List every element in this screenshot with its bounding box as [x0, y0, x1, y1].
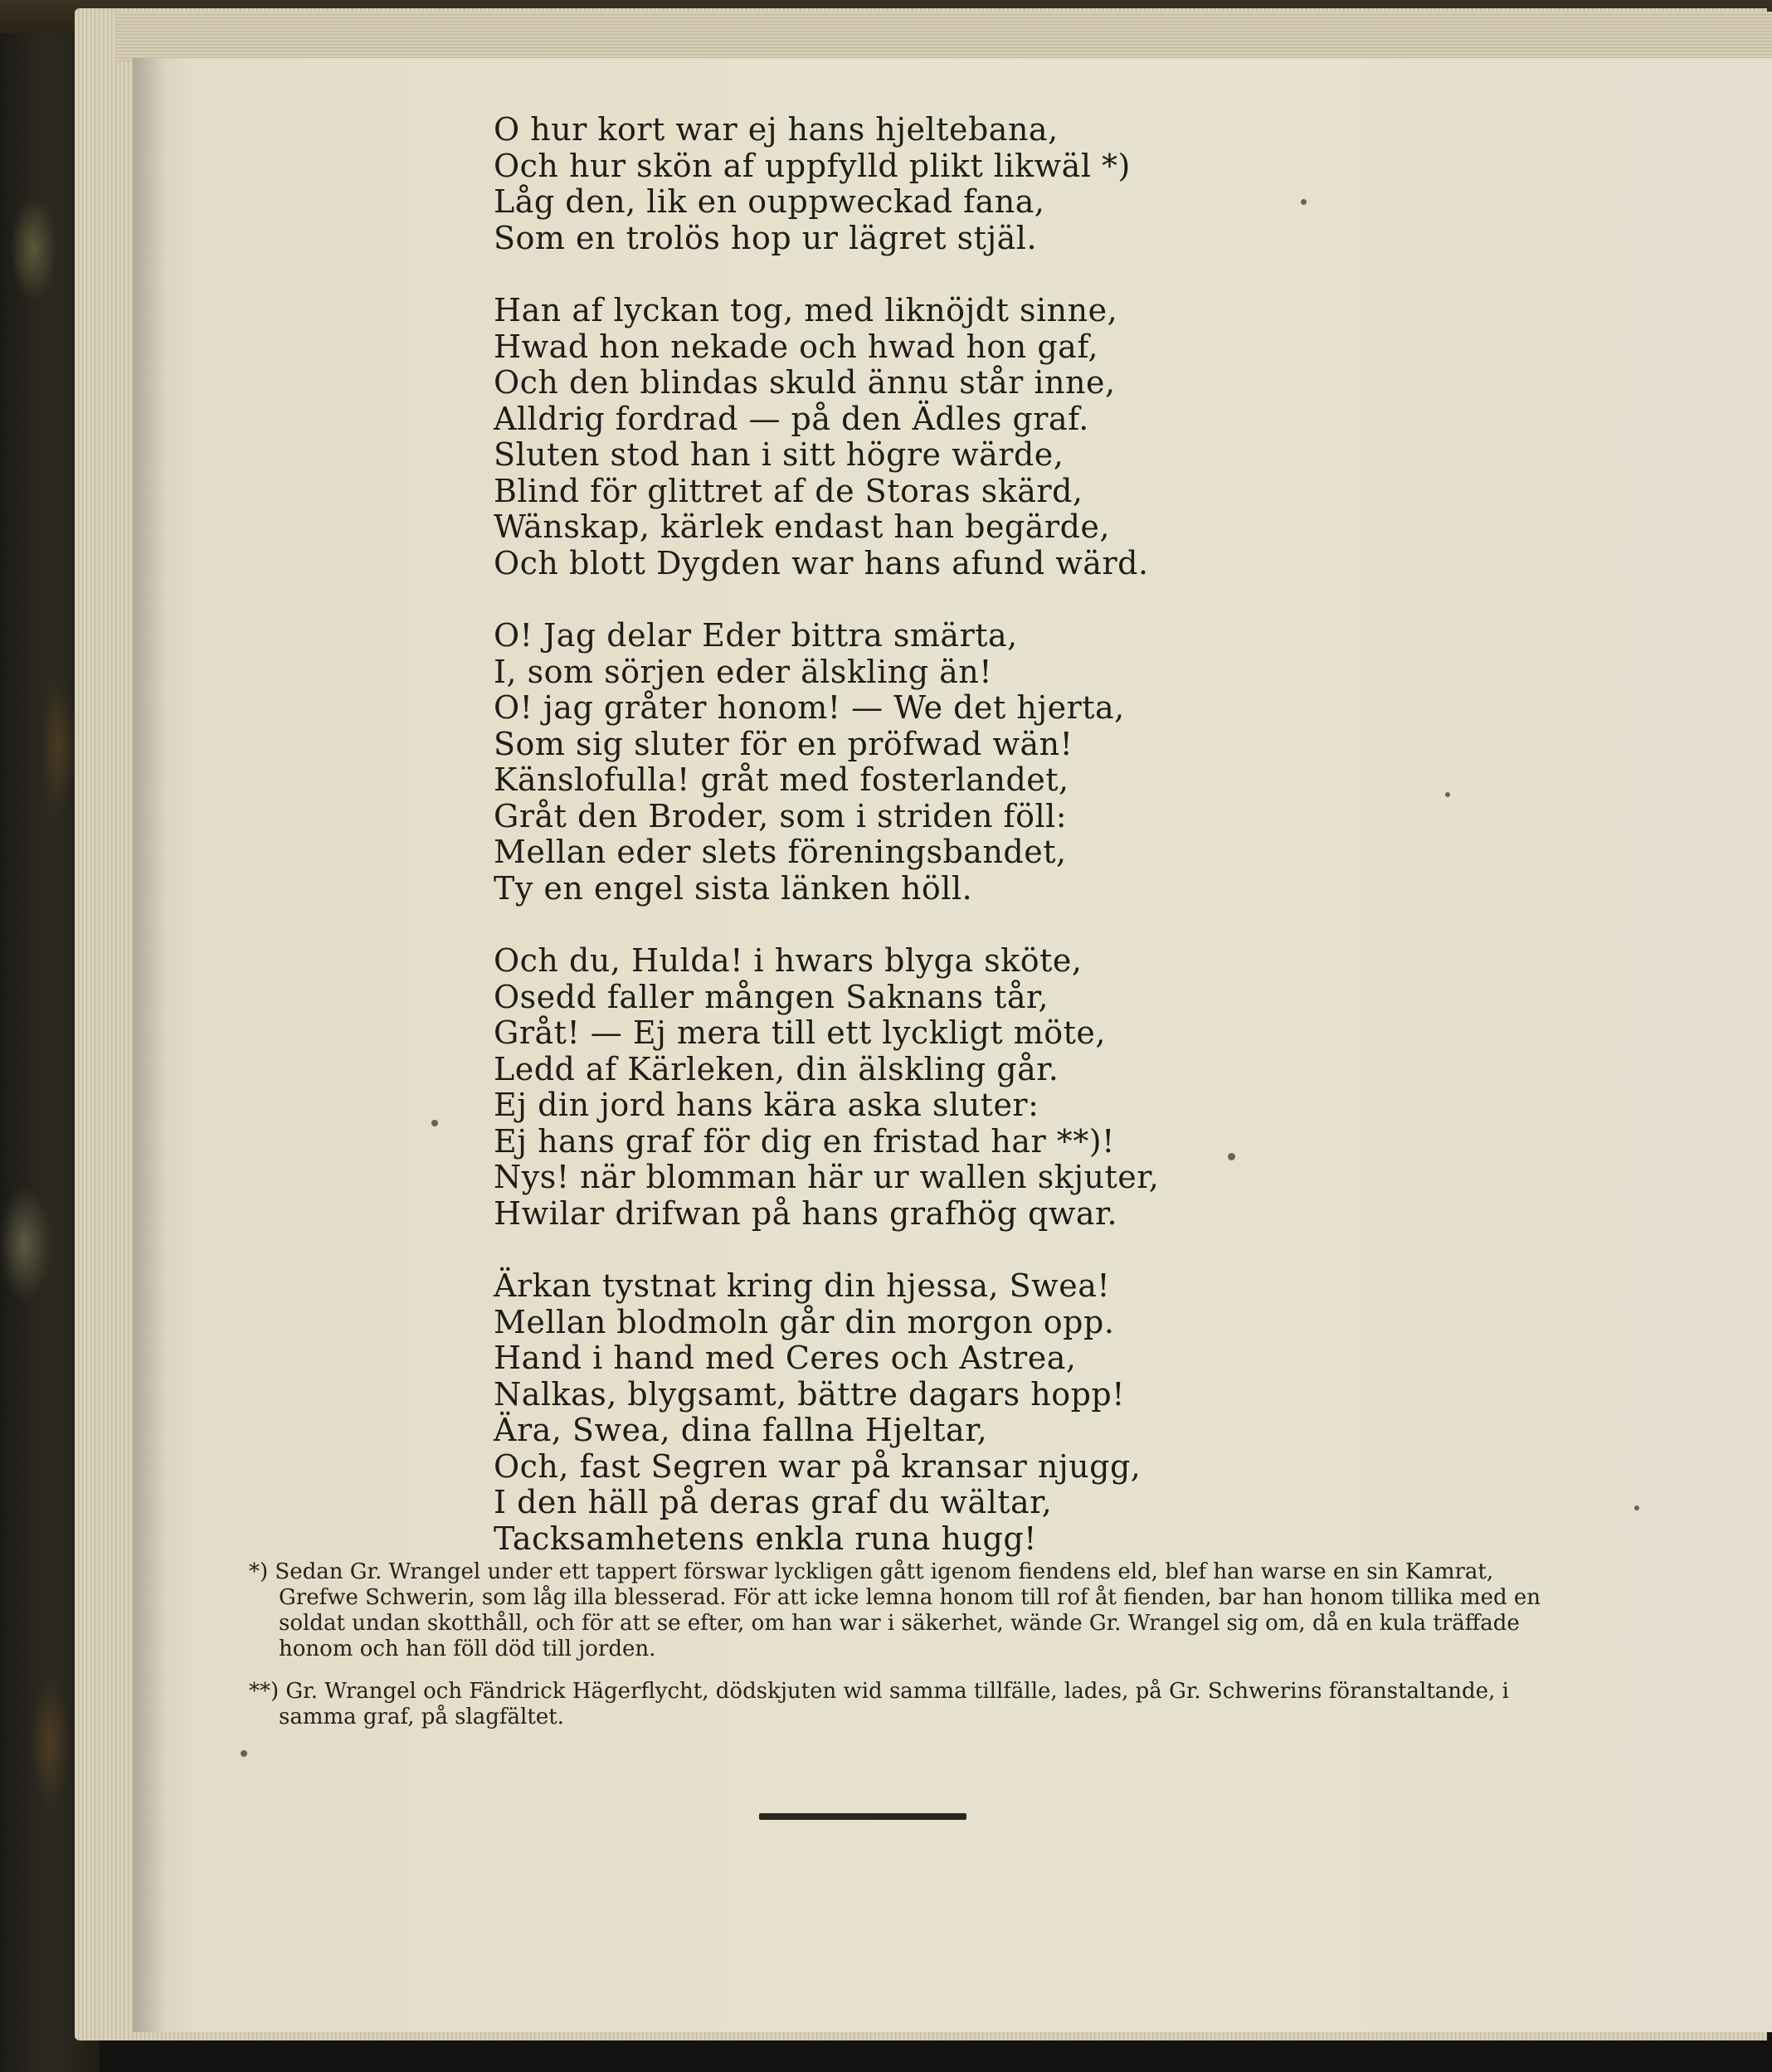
poem-line: O hur kort war ej hans hjeltebana,	[494, 111, 1059, 148]
poem-line: Blind för glittret af de Storas skärd,	[494, 472, 1083, 509]
poem-line: Hwad hon nekade och hwad hon gaf,	[494, 328, 1099, 365]
stanza-1	[494, 112, 1323, 256]
poem-line: Osedd faller mången Saknans tår,	[494, 978, 1049, 1015]
poem-line: Ej din jord hans kära aska sluter:	[494, 1087, 1039, 1123]
poem-line: I den häll på deras graf du wältar,	[494, 1484, 1053, 1520]
poem-line: Gråt den Broder, som i striden föll:	[494, 797, 1068, 834]
poem-line: Tacksamhetens enkla runa hugg!	[494, 1520, 1037, 1557]
paper-speck	[1228, 1153, 1235, 1160]
poem-line: O! Jag delar Eder bittra smärta,	[494, 617, 1018, 654]
poem-line: Alldrig fordrad — på den Ädles graf.	[494, 400, 1089, 437]
gutter-shadow	[133, 58, 166, 2032]
end-rule	[759, 1813, 966, 1820]
paper-speck	[431, 1120, 438, 1126]
paper-speck	[1634, 1505, 1639, 1510]
poem-line: Ledd af Kärleken, din älskling går.	[494, 1050, 1059, 1087]
poem	[494, 112, 1323, 1593]
poem-line: Och blott Dygden war hans afund wärd.	[494, 544, 1149, 581]
poem-line: Och hur skön af uppfylld plikt likwäl *)	[494, 147, 1131, 184]
poem-line: Nalkas, blygsamt, bättre dagars hopp!	[494, 1375, 1126, 1413]
poem-line: Mellan blodmoln går din morgon opp.	[494, 1303, 1115, 1340]
footnote-1: *) Sedan Gr. Wrangel under ett tappert förswar lyckligen gått igenom fiendens eld, blef han warse en sin Kamrat, Grefwe Schwerin, som låg illa blesserad. För att icke lemna honom till rof åt fienden, bar han honom tillika med en soldat undan skotthåll, och för att se efter, om han war i säkerhet, wände Gr. Wrangel sig om, då en kula träffade honom och han föll död till jorden.	[249, 1559, 1541, 1661]
poem-line: I, som sörjen eder älskling än!	[494, 653, 992, 690]
poem-line: Sluten stod han i sitt högre wärde,	[494, 436, 1064, 473]
poem-line: Ty en engel sista länken höll.	[494, 869, 973, 907]
poem-line: Och den blindas skuld ännu står inne,	[494, 364, 1116, 401]
poem-line: Och du, Hulda! i hwars blyga sköte,	[494, 942, 1083, 979]
stanza-2	[494, 293, 1323, 581]
stanza-5	[494, 1268, 1323, 1557]
poem-line: Låg den, lik en ouppweckad fana,	[494, 183, 1045, 220]
poem-line: O! jag gråter honom! — We det hjerta,	[494, 689, 1125, 726]
poem-line: Ej hans graf för dig en fristad har **)!	[494, 1122, 1115, 1160]
poem-line: Nys! när blomman här ur wallen skjuter,	[494, 1159, 1160, 1195]
poem-line: Mellan eder slets föreningsbandet,	[494, 834, 1067, 870]
paper-speck	[1445, 792, 1450, 797]
page-top-edges	[116, 12, 1772, 61]
poem-line: Wänskap, kärlek endast han begärde,	[494, 508, 1110, 545]
poem-line: Ära, Swea, dina fallna Hjeltar,	[494, 1412, 988, 1448]
poem-line: Känslofulla! gråt med fosterlandet,	[494, 761, 1069, 798]
footnotes	[249, 1559, 1543, 1747]
poem-line: Han af lyckan tog, med liknöjdt sinne,	[494, 292, 1118, 328]
poem-line: Hand i hand med Ceres och Astrea,	[494, 1340, 1077, 1376]
poem-line: Ärkan tystnat kring din hjessa, Swea!	[494, 1267, 1111, 1304]
paper-speck	[241, 1750, 247, 1757]
poem-line: Och, fast Segren war på kransar njugg,	[494, 1447, 1142, 1485]
poem-line: Gråt! — Ej mera till ett lyckligt möte,	[494, 1014, 1106, 1051]
footnote-2: **) Gr. Wrangel och Fändrick Hägerflycht, dödskjuten wid samma tillfälle, lades, på Gr. Schwerins föranstaltande, i samma graf, på slagfältet.	[249, 1679, 1509, 1729]
poem-line: Hwilar drifwan på hans grafhög qwar.	[494, 1194, 1118, 1232]
stanza-3	[494, 618, 1323, 907]
paper-speck	[1301, 199, 1307, 205]
poem-line: Som sig sluter för en pröfwad wän!	[494, 725, 1073, 762]
stanza-4	[494, 943, 1323, 1232]
poem-line: Som en trolös hop ur lägret stjäl.	[494, 219, 1038, 256]
